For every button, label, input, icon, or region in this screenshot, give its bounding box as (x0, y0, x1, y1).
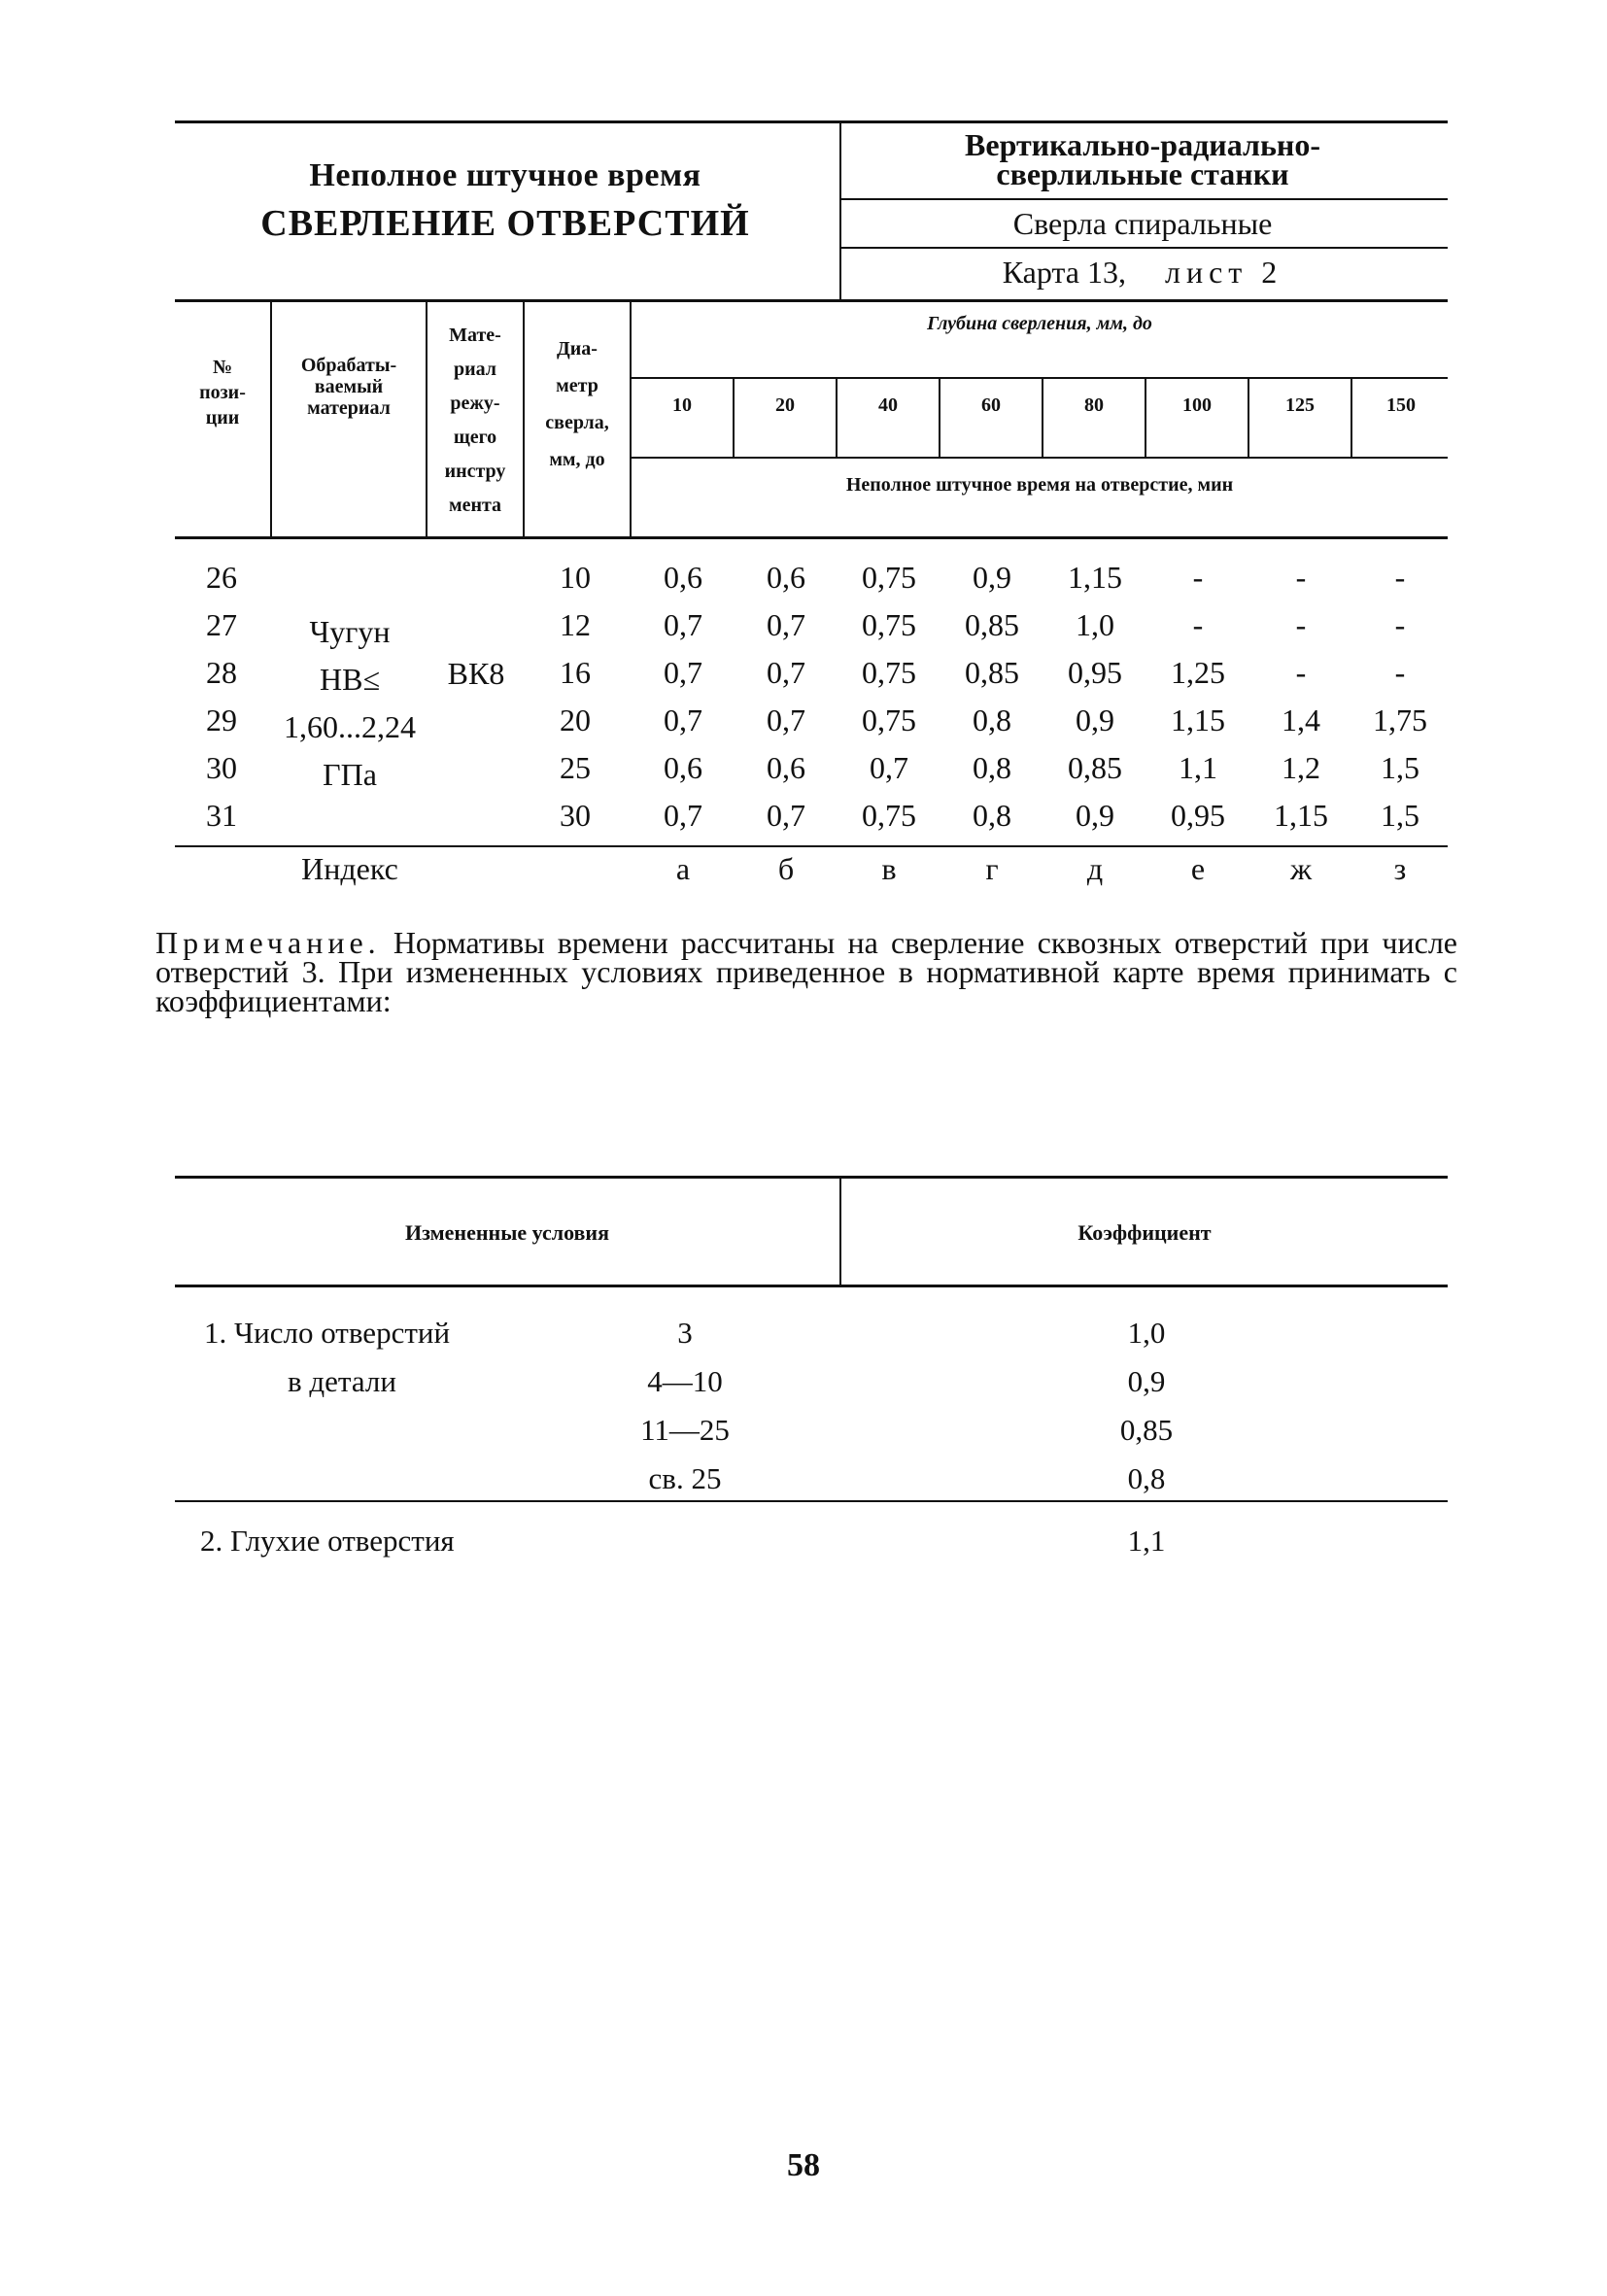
time-value: 0,9 (973, 560, 1011, 595)
drill-diameter: 12 (560, 607, 591, 642)
table-row (0, 798, 1607, 844)
header-title: СВЕРЛЕНИЕ ОТВЕРСТИЙ (260, 203, 750, 244)
time-value: 0,7 (870, 750, 908, 785)
time-value: 0,95 (1171, 798, 1225, 833)
index-letter: а (675, 851, 691, 886)
header-subtitle: Неполное штучное время (309, 157, 701, 193)
depth-60: 60 (981, 394, 1001, 416)
index-letter: в (881, 851, 897, 886)
time-value: 0,75 (862, 607, 916, 642)
time-value: 1,25 (1171, 655, 1225, 690)
time-value: 0,7 (664, 703, 702, 737)
material-text: Чугун НВ≤ 1,60...2,24 ГПа (284, 614, 416, 792)
coefficient-value: 1,0 (1127, 1316, 1166, 1350)
hole-count-range: 11—25 (640, 1413, 730, 1447)
time-value: 1,1 (1179, 750, 1217, 785)
machine-type-line2: сверлильные станки (996, 156, 1289, 191)
time-value: 0,7 (767, 607, 805, 642)
depth-group-head: Глубина сверления, мм, до (927, 313, 1152, 334)
depth-150: 150 (1386, 394, 1416, 416)
time-value: - (1295, 607, 1307, 642)
tool-material-text: ВК8 (447, 656, 505, 691)
depth-sep-1 (733, 377, 735, 457)
index-letter: е (1190, 851, 1206, 886)
position-number: 26 (206, 560, 237, 595)
position-number: 30 (206, 750, 237, 785)
time-value: 0,8 (973, 750, 1011, 785)
index-letter: б (777, 851, 795, 886)
note (155, 925, 1458, 1018)
time-value: 0,95 (1068, 655, 1122, 690)
depth-sep-6 (1248, 377, 1249, 457)
machine-type-line1: Вертикально-радиально- (965, 127, 1320, 162)
table2-top-rule (175, 1176, 1448, 1179)
cond1-line1: 1. Число отверстий (204, 1316, 451, 1350)
time-value: 1,4 (1282, 703, 1320, 737)
drill-diameter: 30 (560, 798, 591, 833)
time-value: - (1295, 655, 1307, 690)
time-value: 0,8 (973, 798, 1011, 833)
time-value: 0,9 (1076, 798, 1114, 833)
index-letter: г (985, 851, 999, 886)
col-head-diameter: Диа- метр сверла, мм, до (545, 338, 609, 470)
time-value: 0,7 (767, 703, 805, 737)
time-value: 0,7 (664, 798, 702, 833)
time-value: 0,8 (973, 703, 1011, 737)
drill-diameter: 10 (560, 560, 591, 595)
position-number: 29 (206, 703, 237, 737)
col-head-position: № пози- ции (199, 357, 246, 428)
table-row (0, 607, 1607, 654)
depth-40: 40 (878, 394, 898, 416)
time-value: 0,7 (767, 655, 805, 690)
time-value: 0,85 (1068, 750, 1122, 785)
time-value: 0,75 (862, 703, 916, 737)
sheet-number: лист 2 (1165, 255, 1283, 290)
cond1-line2: в детали (288, 1364, 396, 1398)
time-value: 1,0 (1076, 607, 1114, 642)
table1-head-bottom-rule (175, 536, 1448, 539)
time-value: - (1192, 560, 1204, 595)
time-value: - (1394, 607, 1406, 642)
time-value: 0,75 (862, 798, 916, 833)
col-head-material: Обрабаты- ваемый материал (300, 355, 397, 419)
table1-bottom-rule (175, 845, 1448, 847)
card-sheet (841, 255, 1444, 291)
index-letter: з (1393, 851, 1407, 886)
time-value: 0,6 (767, 750, 805, 785)
table-row (0, 560, 1607, 606)
depth-sep-4 (1042, 377, 1043, 457)
coefficient-value: 0,9 (1127, 1364, 1166, 1398)
time-value: - (1295, 560, 1307, 595)
time-value: 1,5 (1381, 798, 1419, 833)
table-row (0, 703, 1607, 749)
time-value: - (1394, 560, 1406, 595)
header-right-rule-1 (841, 198, 1448, 200)
hole-count-range: 4—10 (647, 1364, 723, 1398)
depth-sep-2 (836, 377, 838, 457)
hole-count-range: 3 (677, 1316, 693, 1350)
drill-diameter: 16 (560, 655, 591, 690)
table-row (0, 655, 1607, 702)
index-label: Индекс (301, 851, 398, 886)
col-head-tool-material: Мате- риал режу- щего инстру мента (444, 325, 506, 516)
time-value: 0,85 (965, 607, 1019, 642)
table2-head-coefficient: Коэффициент (1077, 1220, 1212, 1245)
depth-sep-5 (1145, 377, 1146, 457)
time-value: 1,15 (1171, 703, 1225, 737)
time-value: 0,7 (664, 655, 702, 690)
card-number: Карта 13, (1002, 255, 1126, 290)
position-number: 27 (206, 607, 237, 642)
coefficient-value: 0,85 (1119, 1413, 1174, 1447)
depth-100: 100 (1182, 394, 1212, 416)
depth-group-rule (632, 377, 1448, 379)
cond2: 2. Глухие отверстия (200, 1524, 455, 1558)
index-letter: ж (1289, 851, 1313, 886)
depth-values-rule (632, 457, 1448, 459)
time-value: 0,85 (965, 655, 1019, 690)
tool-type: Сверла спиральные (1012, 206, 1273, 241)
index-letter: д (1086, 851, 1104, 886)
depth-10: 10 (672, 394, 692, 416)
col-sep-1 (270, 299, 272, 538)
table-row (0, 750, 1607, 797)
depth-80: 80 (1084, 394, 1104, 416)
hole-count-range: св. 25 (648, 1461, 722, 1495)
time-value: - (1394, 655, 1406, 690)
note-label: Примечание. (155, 925, 381, 960)
cond2-coefficient: 1,1 (1127, 1524, 1166, 1558)
table1-top-rule (175, 299, 1448, 302)
time-value: 1,2 (1282, 750, 1320, 785)
time-value: 0,6 (767, 560, 805, 595)
time-value: 1,75 (1373, 703, 1427, 737)
time-value: 0,75 (862, 560, 916, 595)
depth-125: 125 (1285, 394, 1315, 416)
depth-sep-3 (939, 377, 940, 457)
time-value: 0,6 (664, 560, 702, 595)
depth-sep-7 (1351, 377, 1352, 457)
time-value: 0,75 (862, 655, 916, 690)
coefficient-value: 0,8 (1127, 1461, 1166, 1495)
time-value: 1,15 (1274, 798, 1328, 833)
table2-head-bottom-rule (175, 1285, 1448, 1287)
drill-diameter: 20 (560, 703, 591, 737)
machine-type (841, 127, 1444, 191)
header-top-rule (175, 120, 1448, 123)
time-value: 0,7 (767, 798, 805, 833)
table2-head-conditions: Измененные условия (405, 1220, 609, 1245)
header-right-rule-2 (841, 247, 1448, 249)
time-value: 1,5 (1381, 750, 1419, 785)
time-value: 1,15 (1068, 560, 1122, 595)
note-text: Нормативы времени рассчитаны на сверление сквозных отверстий при числе отверстий 3. При измененных условиях приведенное в нормативной карте время принимать с коэффициентами: (155, 925, 1458, 1018)
position-number: 31 (206, 798, 237, 833)
page-number: 58 (787, 2147, 820, 2183)
time-group-head: Неполное штучное время на отверстие, мин (845, 474, 1234, 496)
position-number: 28 (206, 655, 237, 690)
drill-diameter: 25 (560, 750, 591, 785)
depth-20: 20 (775, 394, 795, 416)
time-value: - (1192, 607, 1204, 642)
time-value: 0,9 (1076, 703, 1114, 737)
time-value: 0,7 (664, 607, 702, 642)
table2-mid-rule (175, 1500, 1448, 1502)
time-value: 0,6 (664, 750, 702, 785)
